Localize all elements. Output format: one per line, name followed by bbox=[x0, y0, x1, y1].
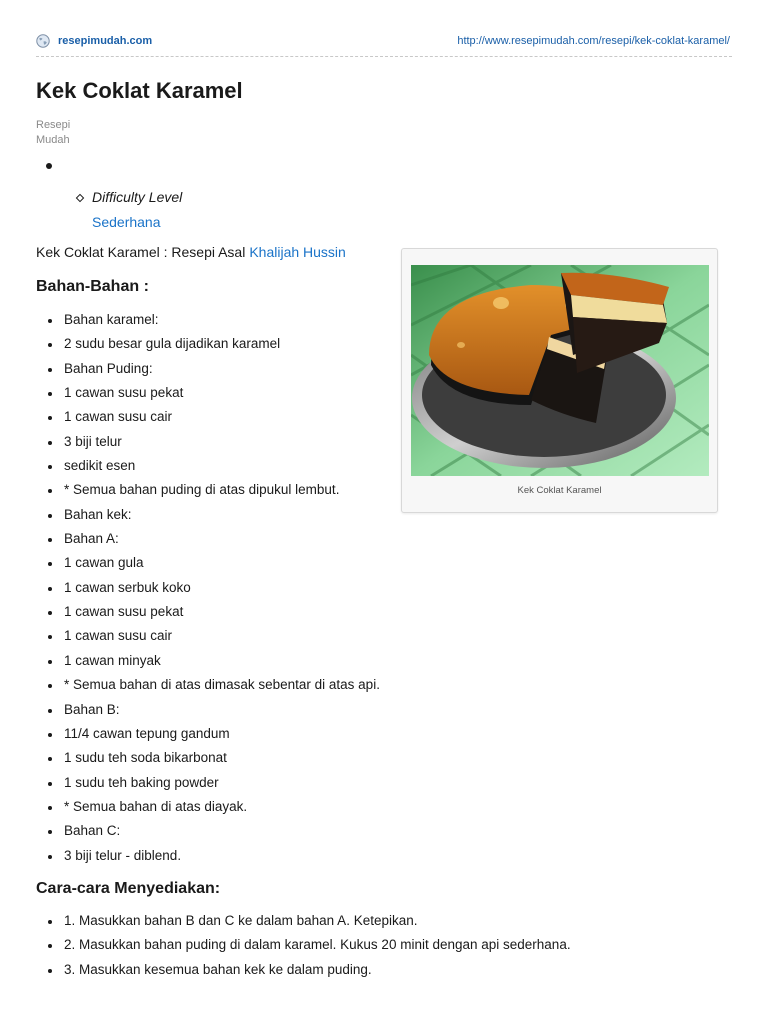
author-line-2: Mudah bbox=[36, 134, 70, 146]
image-caption: Kek Coklat Karamel bbox=[517, 485, 602, 496]
list-item: 1 cawan serbuk koko bbox=[36, 576, 380, 600]
list-item: 1 cawan susu cair bbox=[36, 624, 380, 648]
empty-list-bullet bbox=[46, 163, 52, 169]
list-item: Bahan kek: bbox=[36, 503, 380, 527]
list-item: 1 sudu teh baking powder bbox=[36, 771, 380, 795]
globe-icon bbox=[36, 34, 50, 48]
list-item: 2. Masukkan bahan puding di dalam karamel. Kukus 20 minit dengan api sederhana. bbox=[36, 933, 571, 957]
method-heading: Cara-cara Menyediakan: bbox=[36, 880, 221, 897]
list-item: 11/4 cawan tepung gandum bbox=[36, 722, 380, 746]
list-item: * Semua bahan di atas dimasak sebentar di atas api. bbox=[36, 673, 380, 697]
difficulty-value-link[interactable]: Sederhana bbox=[92, 214, 161, 230]
list-item: 1 sudu teh soda bikarbonat bbox=[36, 746, 380, 770]
list-item: 1 cawan minyak bbox=[36, 649, 380, 673]
list-item: Bahan Puding: bbox=[36, 357, 380, 381]
list-item: 1 cawan susu pekat bbox=[36, 600, 380, 624]
ingredients-heading: Bahan-Bahan : bbox=[36, 278, 149, 295]
list-item: * Semua bahan di atas diayak. bbox=[36, 795, 380, 819]
list-item: 3. Masukkan kesemua bahan kek ke dalam puding. bbox=[36, 958, 571, 982]
cake-photo bbox=[411, 265, 709, 476]
list-item: Bahan karamel: bbox=[36, 308, 380, 332]
diamond-bullet-icon bbox=[76, 194, 84, 202]
site-link[interactable] bbox=[36, 34, 152, 48]
list-item: Bahan B: bbox=[36, 698, 380, 722]
list-item: 3 biji telur - diblend. bbox=[36, 844, 380, 868]
author-line-1: Resepi bbox=[36, 119, 71, 131]
ingredients-list bbox=[36, 308, 380, 868]
page-url-link[interactable]: http://www.resepimudah.com/resepi/kek-coklat-karamel/ bbox=[457, 35, 730, 47]
site-name: resepimudah.com bbox=[58, 35, 153, 47]
page-title: Kek Coklat Karamel bbox=[36, 78, 243, 103]
difficulty-label: Difficulty Level bbox=[92, 189, 183, 205]
list-item: Bahan A: bbox=[36, 527, 380, 551]
list-item: * Semua bahan puding di atas dipukul lembut. bbox=[36, 478, 380, 502]
recipe-source-author-link[interactable]: Khalijah Hussin bbox=[249, 244, 346, 260]
list-item: 1 cawan susu pekat bbox=[36, 381, 380, 405]
list-item: Bahan C: bbox=[36, 819, 380, 843]
list-item: 1. Masukkan bahan B dan C ke dalam bahan A. Ketepikan. bbox=[36, 909, 571, 933]
recipe-source-line bbox=[36, 244, 346, 260]
list-item: 1 cawan susu cair bbox=[36, 405, 380, 429]
list-item: 1 cawan gula bbox=[36, 551, 380, 575]
recipe-image-figure bbox=[401, 248, 718, 513]
list-item: 3 biji telur bbox=[36, 430, 380, 454]
page-header bbox=[36, 32, 732, 57]
recipe-source-text: Kek Coklat Karamel : Resepi Asal bbox=[36, 244, 246, 260]
list-item: 2 sudu besar gula dijadikan karamel bbox=[36, 332, 380, 356]
method-steps-list bbox=[36, 909, 571, 982]
author-name bbox=[36, 118, 96, 148]
list-item: sedikit esen bbox=[36, 454, 380, 478]
